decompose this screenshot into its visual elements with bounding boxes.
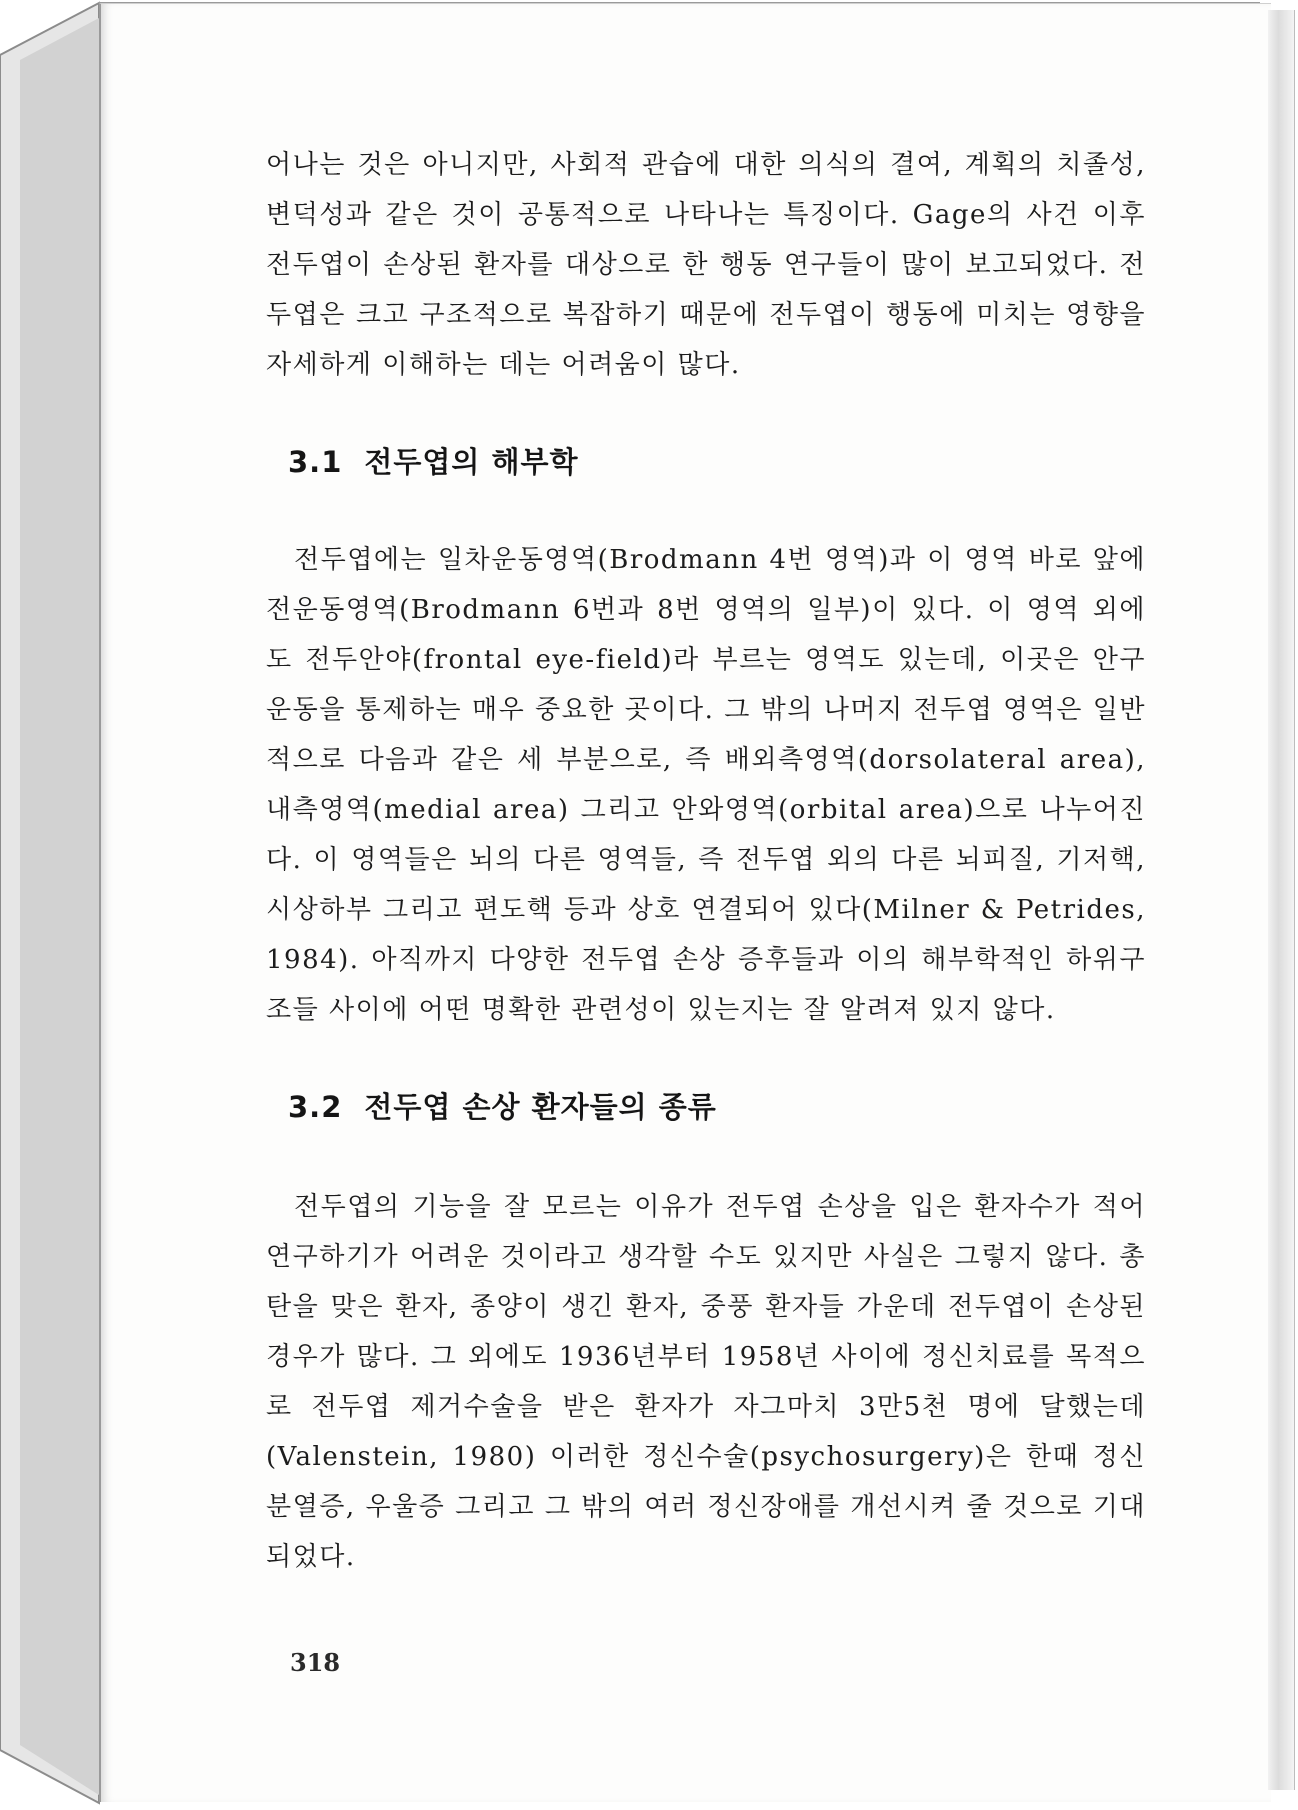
section-number: 3.2 <box>288 1090 343 1124</box>
section-title: 전두엽 손상 환자들의 종류 <box>364 1090 717 1124</box>
paragraph-patient-types: 전두엽의 기능을 잘 모르는 이유가 전두엽 손상을 입은 환자수가 적어 연구하기가 어려운 것이라고 생각할 수도 있지만 사실은 그렇지 않다. 총탄을 맞은 환자, 종양이 생긴 환자, 중풍 환자들 가운데 전두엽이 손상된 경우가 많다. 그 외에도 1936년부터 1958년 사이에 정신치료를 목적으로 전두엽 제거수술을 받은 환자가 자그마치 3만5천 명에 달했는데(Valenstein, 1980) 이러한 정신수술(psychosurgery)은 한때 정신분열증, 우울증 그리고 그 밖의 여러 정신장애를 개선시켜 줄 것으로 기대되었다. <box>266 1192 1146 1572</box>
paragraph-anatomy: 전두엽에는 일차운동영역(Brodmann 4번 영역)과 이 영역 바로 앞에 전운동영역(Brodmann 6번과 8번 영역의 일부)이 있다. 이 영역 외에도 전두안야(frontal eye-field)라 부르는 영역도 있는데, 이곳은 안구운동을 통제하는 매우 중요한 곳이다. 그 밖의 나머지 전두엽 영역은 일반적으로 다음과 같은 세 부분으로, 즉 배외측영역(dorsolateral area), 내측영역(medial area) 그리고 안와영역(orbital area)으로 나누어진다. 이 영역들은 뇌의 다른 영역들, 즉 전두엽 외의 다른 뇌피질, 기저핵, 시상하부 그리고 편도핵 등과 상호 연결되어 있다(Milner & Petrides, 1984). 아직까지 다양한 전두엽 손상 증후들과 이의 해부학적인 하위구조들 사이에 어떤 명확한 관련성이 있는지는 잘 알려져 있지 않다. <box>266 545 1146 1025</box>
page-number: 318 <box>290 1648 341 1677</box>
section-heading-3-1 <box>288 440 579 481</box>
page-edge <box>1268 10 1295 1790</box>
paragraph-intro-continued: 어나는 것은 아니지만, 사회적 관습에 대한 의식의 결여, 계획의 치졸성, 변덕성과 같은 것이 공통적으로 나타나는 특징이다. Gage의 사건 이후 전두엽이 손상된 환자를 대상으로 한 행동 연구들이 많이 보고되었다. 전두엽은 크고 구조적으로 복잡하기 때문에 전두엽이 행동에 미치는 영향을 자세하게 이해하는 데는 어려움이 많다. <box>266 150 1146 380</box>
section-number: 3.1 <box>288 445 343 479</box>
section-title: 전두엽의 해부학 <box>364 445 579 479</box>
section-heading-3-2 <box>288 1085 717 1126</box>
